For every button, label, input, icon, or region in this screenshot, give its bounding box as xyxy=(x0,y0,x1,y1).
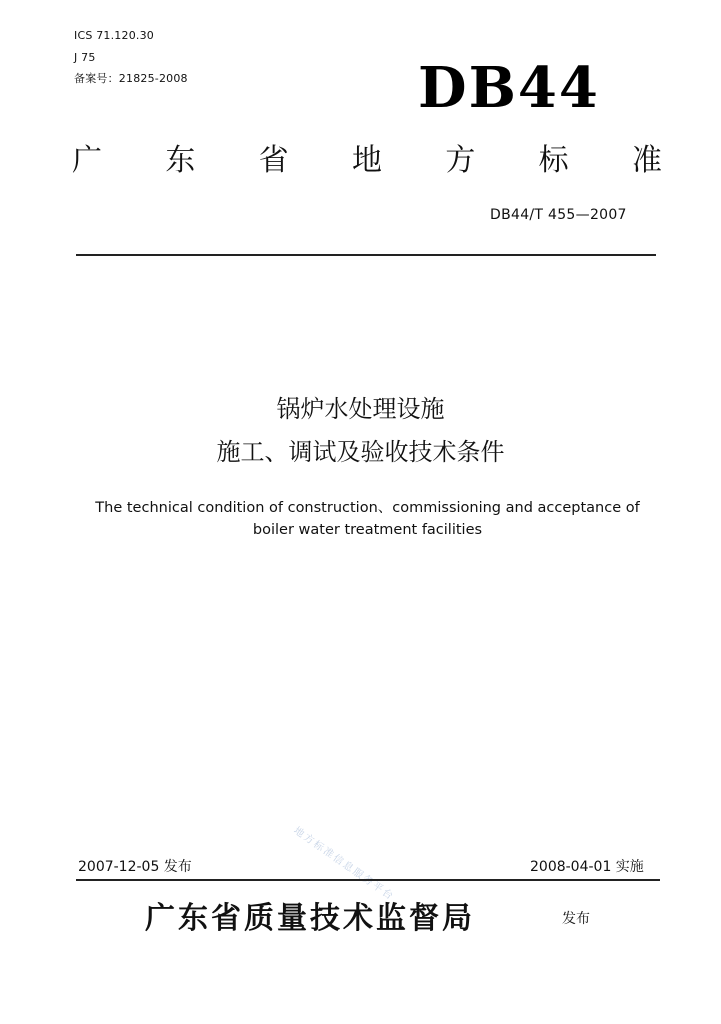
title-en-line1: The technical condition of construction、commissioning and acceptance of xyxy=(95,500,640,516)
level-char: 广 xyxy=(72,143,102,178)
bottom-divider xyxy=(76,879,660,881)
ccs-code: J 75 xyxy=(74,51,96,64)
title-zh-line2: 施工、调试及验收技术条件 xyxy=(216,438,505,466)
filing-number: 备案号：21825-2008 xyxy=(74,72,188,85)
level-char: 方 xyxy=(445,143,476,178)
issue-label: 发布 xyxy=(562,911,590,927)
level-char: 地 xyxy=(351,143,382,178)
watermark: 地方标准信息服务平台 xyxy=(291,825,397,904)
level-char: 东 xyxy=(165,143,196,178)
implement-date: 2008-04-01 实施 xyxy=(530,859,644,875)
standard-level-title xyxy=(72,143,662,179)
ics-code: ICS 71.120.30 xyxy=(74,29,154,42)
issuing-authority: 广东省质量技术监督局 xyxy=(145,901,475,936)
db44-logo: DB44 xyxy=(418,55,600,121)
level-char: 标 xyxy=(538,143,569,178)
standard-number: DB44/T 455—2007 xyxy=(490,207,627,223)
level-char: 准 xyxy=(631,143,662,178)
issue-date: 2007-12-05 发布 xyxy=(78,859,192,875)
title-zh-line1: 锅炉水处理设施 xyxy=(276,395,445,423)
top-divider xyxy=(76,254,656,256)
level-char: 省 xyxy=(258,143,289,178)
title-en-line2: boiler water treatment facilities xyxy=(252,522,483,538)
